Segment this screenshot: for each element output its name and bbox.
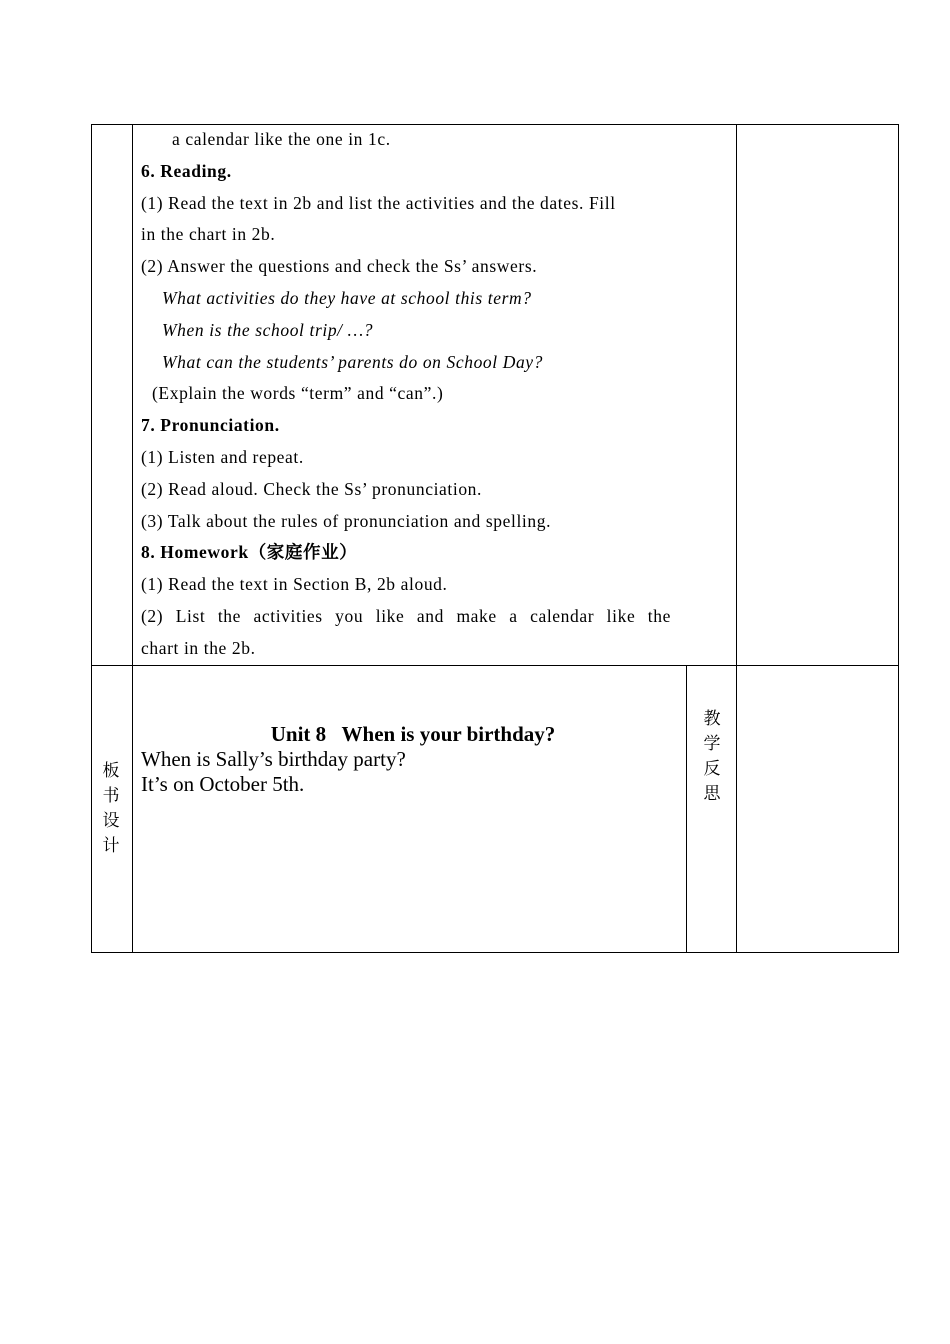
board-design-label-char: 设	[102, 811, 120, 831]
board-title: Unit 8 When is your birthday?	[270, 722, 556, 746]
label-column-divider	[132, 124, 133, 953]
procedure-line: What can the students’ parents do on School Day?	[162, 351, 544, 372]
procedure-line: (1) Read the text in 2b and list the activities and the dates. Fill	[141, 192, 616, 213]
procedure-line: What activities do they have at school this term?	[162, 287, 532, 308]
reflection-label-char: 学	[703, 734, 721, 754]
notes-column-divider	[736, 124, 737, 953]
table-bottom-border	[91, 952, 899, 953]
procedure-line: (2) List the activities you like and make a calendar like the	[141, 605, 671, 626]
reflection-label-char: 反	[703, 759, 721, 779]
reflection-label-divider	[686, 665, 687, 953]
board-design-label	[91, 759, 131, 859]
board-question: When is Sally’s birthday party?	[141, 747, 406, 771]
procedure-line: (1) Listen and repeat.	[141, 446, 304, 467]
procedure-line: (1) Read the text in Section B, 2b aloud.	[141, 574, 448, 595]
procedure-line: a calendar like the one in 1c.	[172, 129, 391, 149]
teaching-reflection-label	[692, 707, 732, 807]
board-answer: It’s on October 5th.	[141, 772, 305, 796]
section-heading: 8. Homework（家庭作业）	[141, 542, 358, 563]
section-heading: 7. Pronunciation.	[141, 415, 280, 436]
procedure-line: (2) Answer the questions and check the Ss’ answers.	[141, 256, 538, 277]
procedure-line: (2) Read aloud. Check the Ss’ pronunciation.	[141, 478, 482, 499]
procedure-line: chart in the 2b.	[141, 637, 256, 658]
section-heading: 6. Reading.	[141, 160, 232, 181]
teaching-procedure	[141, 124, 671, 665]
reflection-label-char: 教	[703, 709, 721, 729]
board-design-content	[141, 722, 679, 797]
procedure-line: (3) Talk about the rules of pronunciation and spelling.	[141, 510, 552, 531]
board-design-label-char: 板	[102, 761, 120, 781]
procedure-line: (Explain the words “term” and “can”.)	[152, 383, 444, 404]
board-design-label-char: 计	[102, 836, 120, 856]
procedure-line: in the chart in 2b.	[141, 224, 276, 245]
table-right-border	[898, 124, 899, 953]
board-design-label-char: 书	[102, 786, 120, 806]
procedure-line: When is the school trip/ …?	[162, 319, 374, 340]
row-divider	[91, 665, 899, 666]
reflection-label-char: 思	[703, 784, 721, 804]
